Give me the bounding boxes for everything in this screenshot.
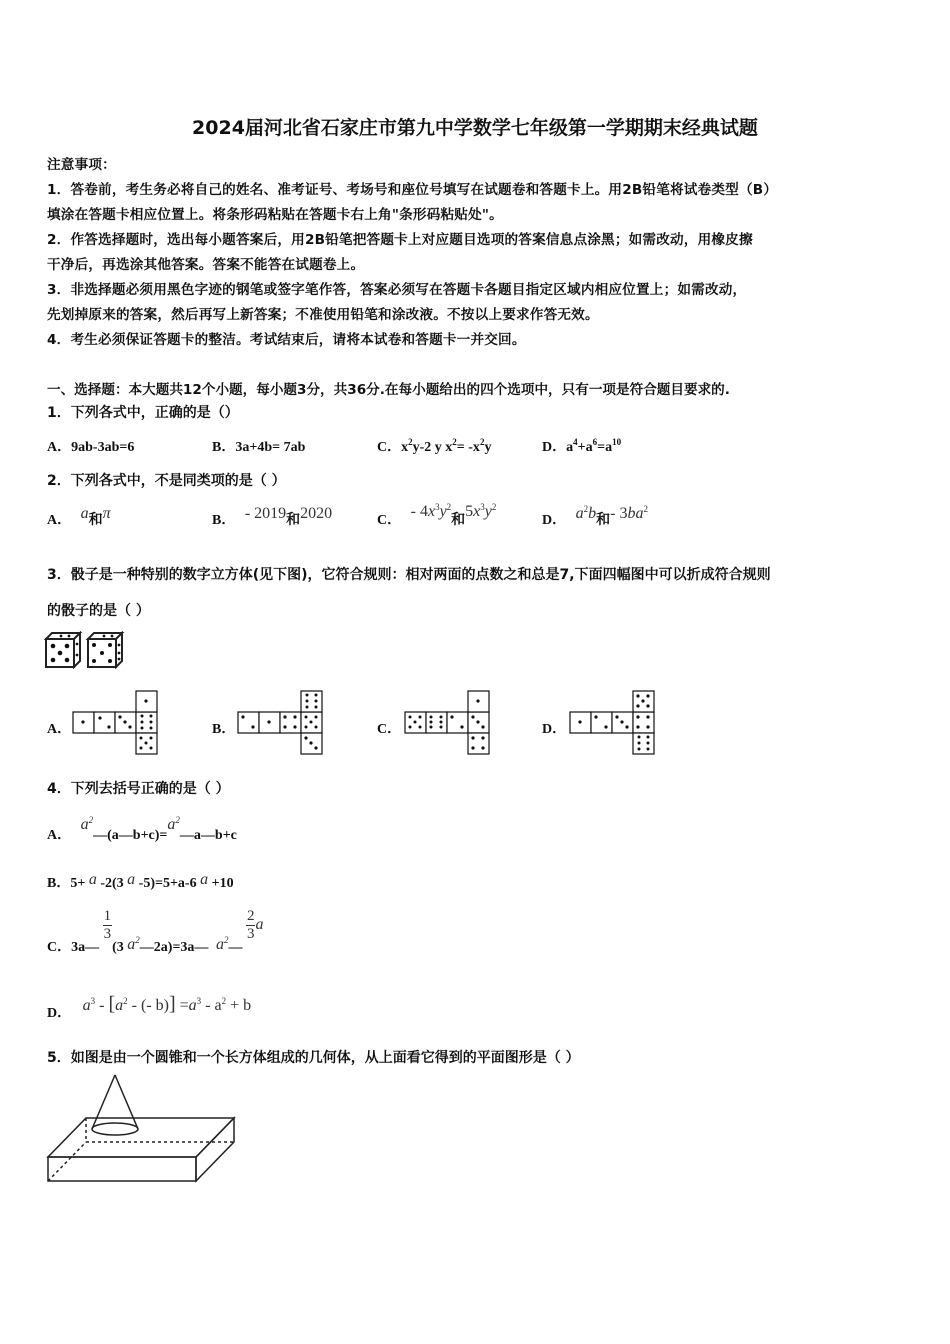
q1-option-b[interactable]: B．3a+4b= 7ab <box>212 440 306 455</box>
q4-option-b[interactable]: B．5+ a -2(3 a -5)=5+a-6 a +10 <box>47 871 234 891</box>
question-1-stem: 1．下列各式中，正确的是（） <box>47 405 239 421</box>
notice-line: 1．答卷前，考生务必将自己的姓名、准考证号、考场号和座位号填写在试题卷和答题卡上。用2B铅笔将试卷类型（B） <box>47 182 778 198</box>
q1-option-a[interactable]: A．9ab-3ab=6 <box>47 440 135 455</box>
q5-cone-box-figure <box>44 1072 239 1187</box>
q3-option-c[interactable]: C． <box>377 722 402 737</box>
q2-option-d[interactable]: D． $a^2b$和- $3ba^2$ <box>542 504 648 528</box>
notice-line: 3．非选择题必须用黑色字迹的钢笔或签字笔作答，答案必须写在答题卡各题目指定区域内相应位置上；如需改动， <box>47 282 747 298</box>
q3-option-a[interactable]: A． <box>47 722 72 737</box>
q2-option-c[interactable]: C． - $4x^3y^2$和$5x^3y^2$ <box>377 502 497 528</box>
q1-option-c[interactable]: C．$x^2y-2$ y $x^2= -x^2y$ <box>377 437 492 455</box>
question-5-stem: 5．如图是由一个圆锥和一个长方体组成的几何体，从上面看它得到的平面图形是（ ） <box>47 1050 580 1066</box>
q3-option-d[interactable]: D． <box>542 722 567 737</box>
q2-option-a[interactable]: A． a和π <box>47 505 111 528</box>
dice-illustration <box>44 631 126 669</box>
notice-line: 先划掉原来的答案，然后再写上新答案；不准使用铅笔和涂改液。不按以上要求作答无效。 <box>47 307 599 323</box>
notice-line: 干净后，再选涂其他答案。答案不能答在试题卷上。 <box>47 257 365 273</box>
q1-option-d[interactable]: D．$a^4+a^6=a^{10}$ <box>542 437 622 455</box>
q3-net-a[interactable] <box>72 688 162 756</box>
notice-heading: 注意事项： <box>47 157 116 173</box>
q4-option-d[interactable]: D． $a^3 - [a^2$ - (- $b)] =a^3 - a^2 + b$ <box>47 993 252 1021</box>
notice-line: 4．考生必须保证答题卡的整洁。考试结束后，请将本试卷和答题卡一并交回。 <box>47 332 526 348</box>
q3-net-d[interactable] <box>569 688 659 756</box>
question-3-stem-cont: 的骰子的是（ ） <box>47 603 150 619</box>
question-2-stem: 2．下列各式中，不是同类项的是（ ） <box>47 473 286 489</box>
notice-line: 2．作答选择题时，选出每小题答案后，用2B铅笔把答题卡上对应题目选项的答案信息点涂黑；如需改动，用橡皮擦 <box>47 232 753 248</box>
q2-option-b[interactable]: B． - 2019和2020 <box>212 505 333 528</box>
q4-option-a[interactable]: A． $a^2—(a—b+c)=a^2—a—b+c$ <box>47 815 237 843</box>
page-title: 2024届河北省石家庄市第九中学数学七年级第一学期期末经典试题 <box>192 117 758 139</box>
section-heading: 一、选择题：本大题共12个小题，每小题3分，共36分.在每小题给出的四个选项中，只有一项是符合题目要求的. <box>47 382 730 398</box>
q3-option-b[interactable]: B． <box>212 722 236 737</box>
q4-option-c[interactable]: C．3a— $\frac{1}{3}$ (3 $a^2—2a)=3a—$ $a^2—$ $\frac{2}{3}$ a <box>47 908 264 955</box>
q3-net-c[interactable] <box>404 688 494 756</box>
question-3-stem: 3．骰子是一种特别的数字立方体(见下图)，它符合规则：相对两面的点数之和总是7,下面四幅图中可以折成符合规则 <box>47 567 771 583</box>
notice-line: 填涂在答题卡相应位置上。将条形码粘贴在答题卡右上角"条形码粘贴处"。 <box>47 207 503 223</box>
q3-net-b[interactable] <box>237 688 327 756</box>
question-4-stem: 4．下列去括号正确的是（ ） <box>47 781 230 797</box>
